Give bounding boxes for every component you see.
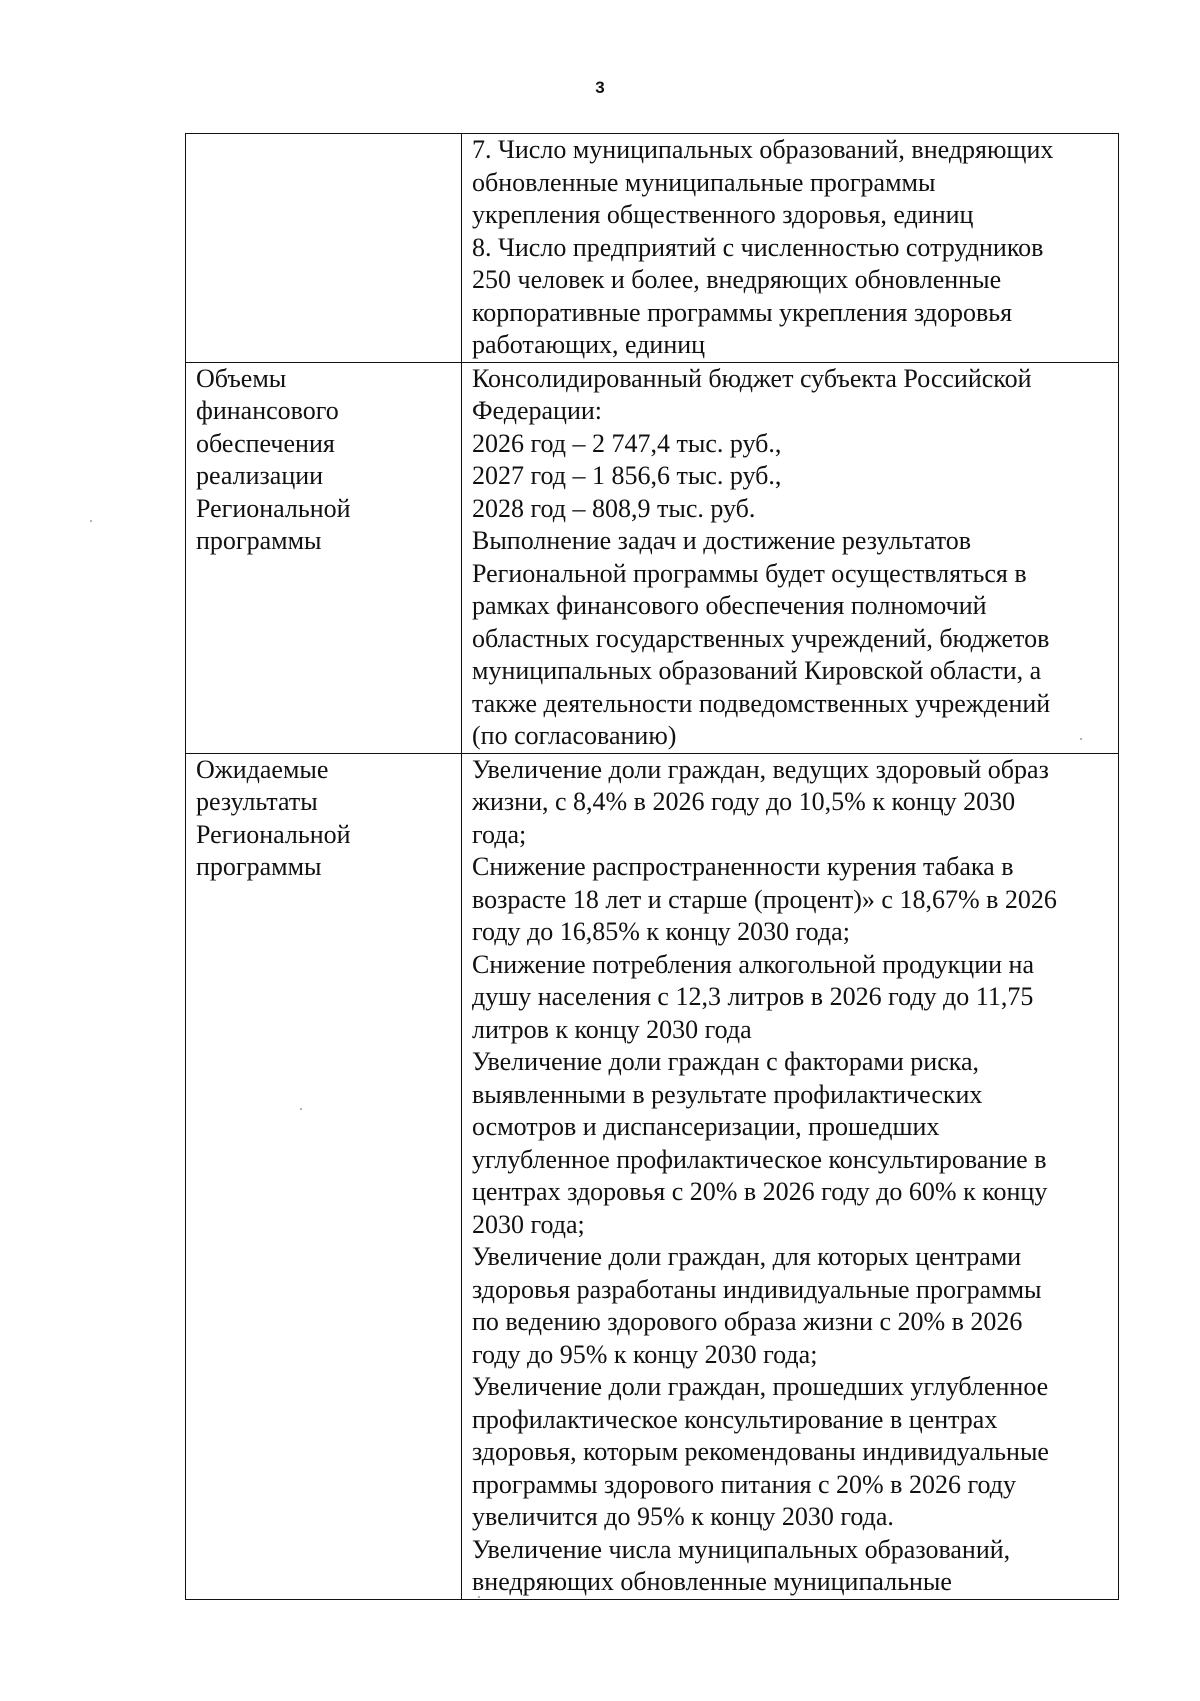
- row-label-line: Региональной: [196, 493, 351, 523]
- row-label-line: обеспечения: [196, 428, 335, 458]
- row-content-cell: [462, 134, 1119, 363]
- row-content-line: 2028 год – 808,9 тыс. руб.: [472, 493, 756, 523]
- row-content-line: года;: [472, 819, 527, 849]
- scan-speck: [90, 520, 92, 522]
- row-label-line: финансового: [196, 396, 339, 425]
- row-content-line: внедряющих обновленные муниципальные: [472, 1567, 952, 1596]
- row-label-line: Ожидаемые: [196, 754, 329, 784]
- row-content-line: Консолидированный бюджет субъекта Российской: [472, 363, 1032, 393]
- row-content-line: укрепления общественного здоровья, единиц: [472, 200, 974, 229]
- row-label-line: Объемы: [196, 363, 287, 393]
- row-content-cell: [462, 362, 1119, 753]
- row-content-line: областных государственных учреждений, бюджетов: [472, 623, 1050, 653]
- row-content-line: 2030 года;: [472, 1209, 585, 1239]
- row-content-line: выявленными в результате профилактических: [472, 1079, 983, 1109]
- row-content-line: Снижение потребления алкогольной продукции на: [472, 949, 1034, 979]
- row-content-line: обновленные муниципальные программы: [472, 167, 936, 197]
- program-passport-table: [185, 133, 1119, 1600]
- row-content-line: корпоративные программы укрепления здоровья: [472, 297, 1013, 327]
- row-content-line: литров к концу 2030 года: [472, 1014, 752, 1044]
- row-label-cell: [186, 134, 462, 363]
- row-label-line: реализации: [196, 461, 324, 490]
- table-row: [186, 134, 1119, 363]
- row-content-line: (по согласованию): [472, 721, 677, 750]
- page-number: 3: [595, 78, 605, 97]
- row-content-line: Увеличение доли граждан с факторами риска,: [472, 1047, 980, 1076]
- row-content-line: увеличится до 95% к концу 2030 года.: [472, 1502, 894, 1531]
- row-content-line: по ведению здорового образа жизни с 20% в 2026: [472, 1307, 1023, 1336]
- row-content-line: программы здорового питания с 20% в 2026 году: [472, 1469, 1016, 1499]
- row-content-line: возрасте 18 лет и старше (процент)» с 18,67% в 2026: [472, 884, 1057, 914]
- row-content-line: 2026 год – 2 747,4 тыс. руб.,: [472, 428, 782, 458]
- row-content-line: углубленное профилактическое консультирование в: [472, 1144, 1047, 1174]
- row-content-line: 2027 год – 1 856,6 тыс. руб.,: [472, 461, 782, 490]
- row-content-line: душу населения с 12,3 литров в 2026 году до 11,75: [472, 982, 1034, 1011]
- row-content-line: году до 95% к концу 2030 года;: [472, 1339, 818, 1369]
- row-label-line: Региональной: [196, 819, 351, 849]
- row-content-line: осмотров и диспансеризации, прошедших: [472, 1112, 940, 1141]
- row-content-line: Увеличение доли граждан, для которых центрами: [472, 1242, 1022, 1271]
- row-content-line: 250 человек и более, внедряющих обновленные: [472, 265, 1002, 294]
- row-content-line: здоровья, которым рекомендованы индивидуальные: [472, 1437, 1049, 1466]
- row-content-line: здоровья разработаны индивидуальные программы: [472, 1274, 1042, 1304]
- table-row: [186, 362, 1119, 753]
- row-content-line: жизни, с 8,4% в 2026 году до 10,5% к концу 2030: [472, 787, 1016, 816]
- row-label-line: программы: [196, 526, 322, 555]
- row-label-line: программы: [196, 852, 322, 881]
- row-content-line: муниципальных образований Кировской области, а: [472, 656, 1042, 685]
- row-content-line: году до 16,85% к концу 2030 года;: [472, 917, 850, 946]
- row-content-line: Снижение распространенности курения табака в: [472, 852, 1014, 881]
- row-content-line: 8. Число предприятий с численностью сотрудников: [472, 232, 1044, 262]
- row-content-line: рамках финансового обеспечения полномочий: [472, 591, 987, 620]
- row-label-cell: [186, 362, 462, 753]
- row-content-line: Региональной программы будет осуществляться в: [472, 558, 1027, 588]
- row-content-line: Увеличение числа муниципальных образований,: [472, 1534, 1011, 1564]
- row-content-line: центрах здоровья с 20% в 2026 году до 60% к концу: [472, 1177, 1048, 1206]
- row-content-line: работающих, единиц: [472, 330, 706, 359]
- row-content-line: профилактическое консультирование в центрах: [472, 1404, 998, 1434]
- row-content-line: Выполнение задач и достижение результатов: [472, 526, 972, 555]
- row-content-line: Федерации:: [472, 396, 603, 425]
- row-label-cell: [186, 753, 462, 1599]
- row-content-line: также деятельности подведомственных учреждений: [472, 688, 1051, 718]
- row-content-cell: [462, 753, 1119, 1599]
- row-label-line: результаты: [196, 787, 318, 816]
- scan-speck: [478, 1596, 480, 1598]
- scan-speck: [1080, 738, 1082, 740]
- table-row: [186, 753, 1119, 1599]
- scan-speck: [300, 1108, 302, 1110]
- row-content-line: 7. Число муниципальных образований, внедряющих: [472, 135, 1054, 164]
- row-content-line: Увеличение доли граждан, ведущих здоровый образ: [472, 754, 1049, 784]
- row-content-line: Увеличение доли граждан, прошедших углубленное: [472, 1372, 1049, 1401]
